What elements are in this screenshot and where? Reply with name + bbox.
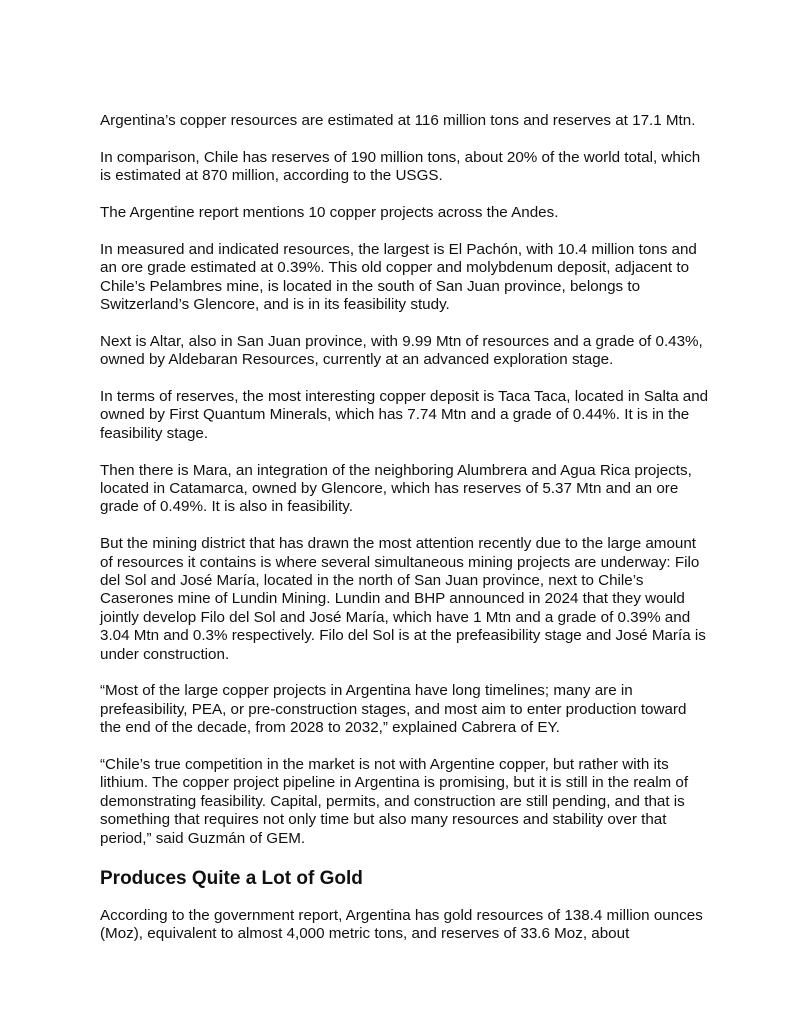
paragraph-copper-resources: Argentina’s copper resources are estimated at 116 million tons and reserves at 17.1 Mtn.: [100, 112, 696, 129]
paragraph-chile-reserves: In comparison, Chile has reserves of 190 million tons, about 20% of the world total, which is estimated at 870 million, according to the USGS.: [100, 148, 701, 185]
paragraph-altar: Next is Altar, also in San Juan province, with 9.99 Mtn of resources and a grade of 0.43%, owned by Aldebaran Resources, currently at an advanced exploration stage.: [100, 332, 703, 369]
paragraph-mara: Then there is Mara, an integration of the neighboring Alumbrera and Agua Rica projects, located in Catamarca, owned by Glencore, which has reserves of 5.37 Mtn and an ore grade of 0.49%. It is also in feasibility.: [100, 461, 692, 516]
paragraph-taca-taca: In terms of reserves, the most interesting copper deposit is Taca Taca, located in Salta and owned by First Quantum Minerals, which has 7.74 Mtn and a grade of 0.44%. It is in the feasibility stage.: [100, 388, 709, 442]
paragraph-filo-del-sol: But the mining district that has drawn the most attention recently due to the large amount of resources it contains is where several simultaneous mining projects are underway: Filo del Sol and José María, located in the north of San Juan province, next to Chile’s Caserones mine of Lundin Mining. Lundin and BHP announced in 2024 that they would jointly develop Filo del Sol and José María, which have 1 Mtn and a grade of 0.39% and 3.04 Mtn and 0.3% respectively. Filo del Sol is at the prefeasibility stage and José María is under construction.: [100, 535, 706, 663]
paragraph-gold-resources: According to the government report, Argentina has gold resources of 138.4 million ounces (Moz), equivalent to almost 4,000 metric tons, and reserves of 33.6 Moz, about: [100, 906, 703, 942]
document-page: [100, 112, 710, 962]
paragraph-guzman-quote: “Chile’s true competition in the market is not with Argentine copper, but rather with its lithium. The copper project pipeline in Argentina is promising, but it is still in the realm of demonstrating feasibility. Capital, permits, and construction are still pending, and that is something that requires not only time but also many resources and stability over that period,” said Guzmán of GEM.: [100, 756, 689, 847]
paragraph-copper-projects: The Argentine report mentions 10 copper projects across the Andes.: [100, 204, 559, 221]
section-heading: Produces Quite a Lot of Gold: [100, 867, 363, 889]
paragraph-cabrera-quote: “Most of the large copper projects in Argentina have long timelines; many are in prefeasibility, PEA, or pre-construction stages, and most aim to enter production toward the end of the decade, from 2028 to 2032,” explained Cabrera of EY.: [100, 682, 687, 737]
paragraph-el-pachon: In measured and indicated resources, the largest is El Pachón, with 10.4 million tons and an ore grade estimated at 0.39%. This old copper and molybdenum deposit, adjacent to Chile’s Pelambres mine, is located in the south of San Juan province, belongs to Switzerland’s Glencore, and is in its feasibility study.: [100, 240, 697, 314]
